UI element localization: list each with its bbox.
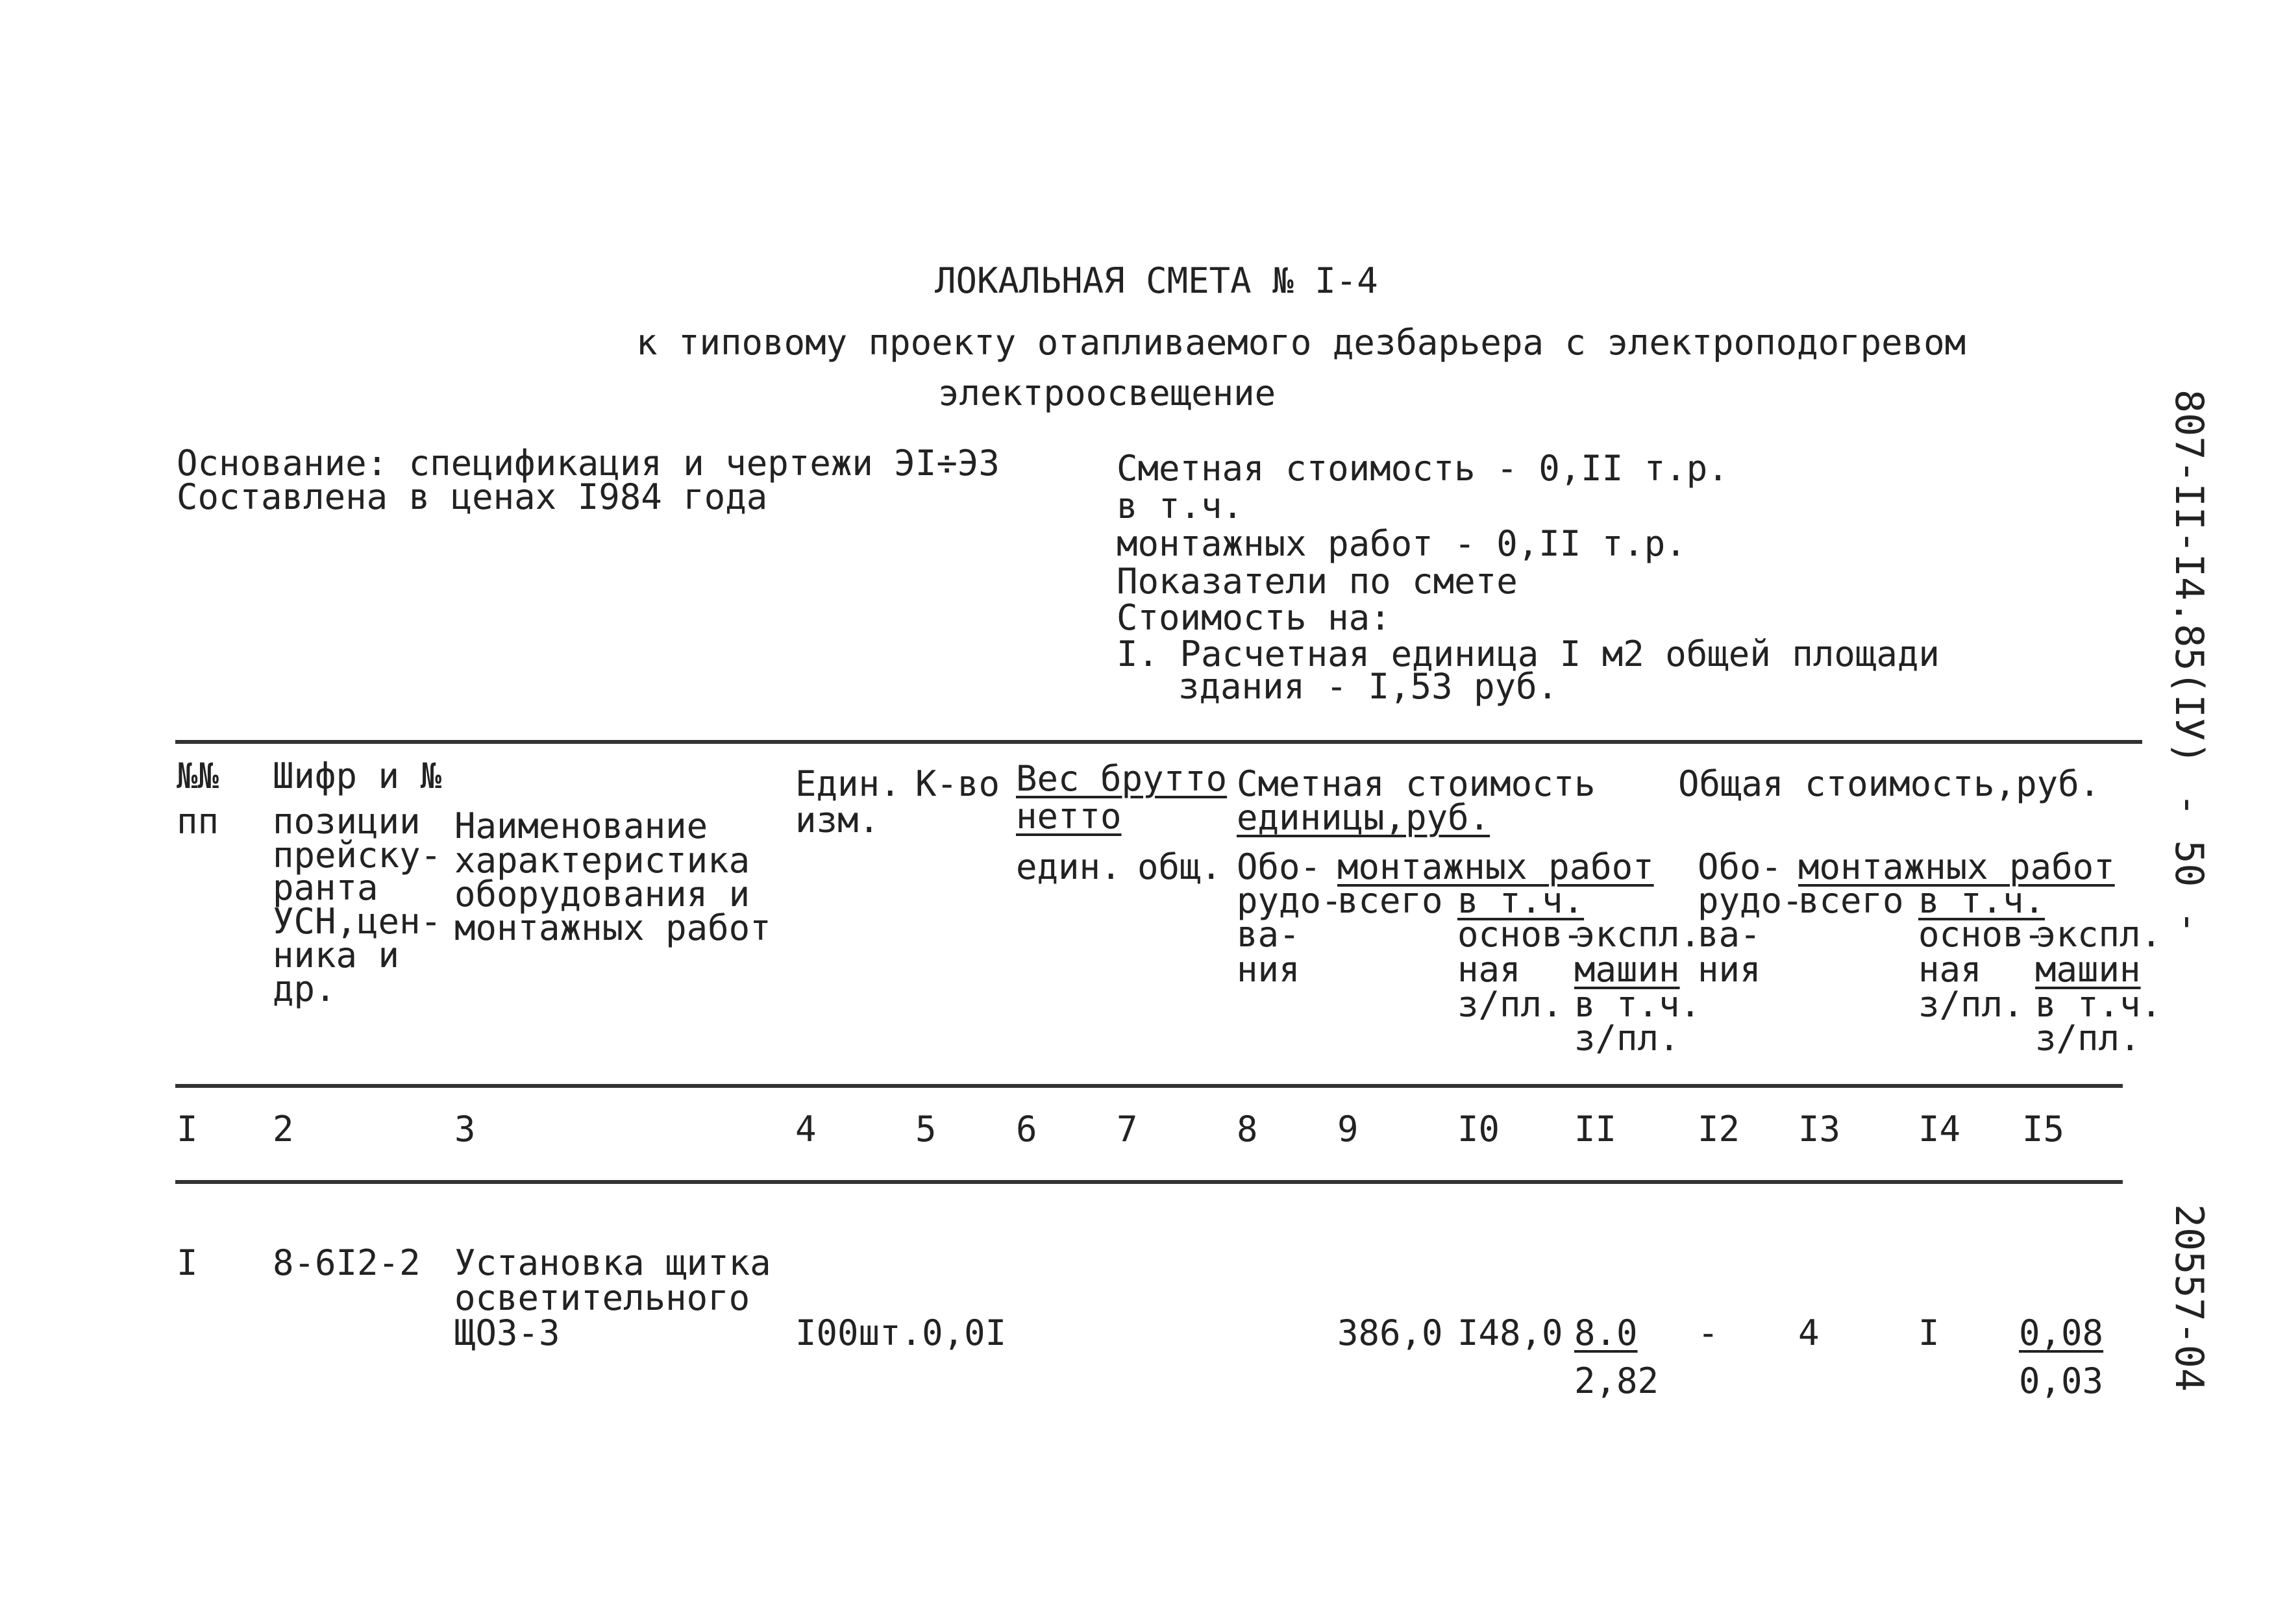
equip-header: ва- [1698,914,1761,955]
all-header: всего [1337,880,1443,921]
col-name-header: оборудования и [454,874,750,915]
machines-header: в т.ч. [2035,984,2162,1025]
row-name: ЩО3-3 [454,1312,560,1353]
cost-line: Показатели по смете [1117,561,1518,602]
col-code-header: Шифр и № [273,756,442,796]
basis-line: Составлена в ценах I984 года [177,476,768,517]
unit-cost-header: Сметная стоимость [1237,763,1596,804]
col-code-header: ника и [273,935,400,976]
col-weight-unit: един. [1016,846,1122,887]
col-number: 5 [915,1109,937,1150]
row-name: осветительного [454,1277,750,1318]
machines-header: з/пл. [1574,1018,1680,1059]
row-c14: I [1918,1312,1940,1353]
basic-header: з/пл. [1918,984,2024,1025]
basic-header: основ- [1918,914,2046,955]
incl-header: в т.ч. [1918,880,2046,921]
col-number: 9 [1337,1109,1359,1150]
col-number: 4 [795,1109,817,1150]
col-name-header: Наименование [454,806,708,846]
basis-line: Основание: спецификация и чертежи ЭI÷Э3 [177,443,1000,484]
row-c15-top: 0,08 [2019,1312,2104,1353]
col-number: I3 [1798,1109,1841,1150]
row-code: 8-6I2-2 [273,1242,421,1283]
machines-header: з/пл. [2035,1018,2141,1059]
section-title: электроосвещение [938,373,1276,413]
col-name-header: характеристика [454,840,750,881]
equip-header: ния [1698,949,1761,990]
col-number: 3 [454,1109,476,1150]
col-number: 6 [1016,1109,1037,1150]
row-c12: - [1698,1312,1719,1353]
cost-line: I. Расчетная единица I м2 общей площади [1117,634,1940,674]
col-number: 8 [1237,1109,1258,1150]
equip-header: рудо- [1698,880,1803,921]
machines-header: в т.ч. [1574,984,1701,1025]
row-number: I [177,1242,198,1283]
equip-header: Обо- [1698,846,1783,887]
basic-header: ная [1918,949,1982,990]
mount-header: монтажных работ [1337,846,1654,887]
col-code-header: прейску- [273,835,442,876]
unit-cost-header: единицы,руб. [1237,797,1490,838]
total-cost-header: Общая стоимость,руб. [1678,763,2101,804]
basic-header: основ- [1457,914,1585,955]
cost-line: монтажных работ - 0,II т.р. [1117,523,1687,564]
equip-header: ва- [1237,914,1300,955]
equip-header: рудо- [1237,880,1342,921]
row-c9: 386,0 [1337,1312,1443,1353]
doc-code-label: 807-II-I4.85(IУ) [2166,389,2212,765]
cost-line: Сметная стоимость - 0,II т.р. [1117,448,1729,489]
archive-number: 20557-04 [2166,1204,2212,1392]
row-name: Установка щитка [454,1242,771,1283]
col-weight-header: Вес брутто [1016,758,1228,799]
col-code-header: др. [273,968,336,1009]
header-bottom-rule [175,1084,2123,1088]
machines-header: машин [2035,949,2141,990]
col-unit-header: изм. [795,800,880,841]
col-number: I4 [1918,1109,1961,1150]
col-number: I2 [1698,1109,1740,1150]
numbers-bottom-rule [175,1180,2123,1184]
page-number: - 50 - [2166,793,2212,934]
col-number: 7 [1117,1109,1138,1150]
col-num-header: пп [177,801,219,842]
row-c15-bottom: 0,03 [2019,1360,2104,1401]
mount-header: монтажных работ [1798,846,2115,887]
col-code-header: ранта [273,867,378,908]
col-weight-total: общ. [1137,846,1222,887]
table-top-rule [175,740,2142,744]
incl-header: в т.ч. [1457,880,1585,921]
page-subtitle: к типовому проекту отапливаемого дезбарьера с электроподогревом [636,322,1966,363]
cost-line: в т.ч. [1117,486,1244,526]
col-name-header: монтажных работ [454,907,771,948]
basic-header: з/пл. [1457,984,1563,1025]
col-weight-header: нетто [1016,796,1122,837]
row-c11-bottom: 2,82 [1574,1360,1659,1401]
basic-header: ная [1457,949,1521,990]
machines-header: машин [1574,949,1680,990]
row-c13: 4 [1798,1312,1820,1353]
col-code-header: УСН,цен- [273,901,442,942]
cost-line: здания - I,53 руб. [1178,666,1559,707]
row-unit-qty: I00шт.0,0I [795,1312,1007,1353]
col-qty-header: К-во [915,763,1000,804]
page-title: ЛОКАЛЬНАЯ СМЕТА № I-4 [935,260,1378,301]
col-number: I [177,1109,198,1150]
row-c11-top: 8.0 [1574,1312,1638,1353]
col-number: II [1574,1109,1617,1150]
cost-line: Стоимость на: [1117,597,1391,638]
col-number: 2 [273,1109,294,1150]
equip-header: Обо- [1237,846,1322,887]
machines-header: экспл. [2035,914,2162,955]
col-code-header: позиции [273,801,421,842]
machines-header: экспл. [1574,914,1701,955]
col-number: I5 [2022,1109,2065,1150]
col-num-header: №№ [177,756,219,796]
col-unit-header: Един. [795,763,901,804]
all-header: всего [1798,880,1904,921]
row-c10: I48,0 [1457,1312,1563,1353]
equip-header: ния [1237,949,1300,990]
col-number: I0 [1457,1109,1500,1150]
